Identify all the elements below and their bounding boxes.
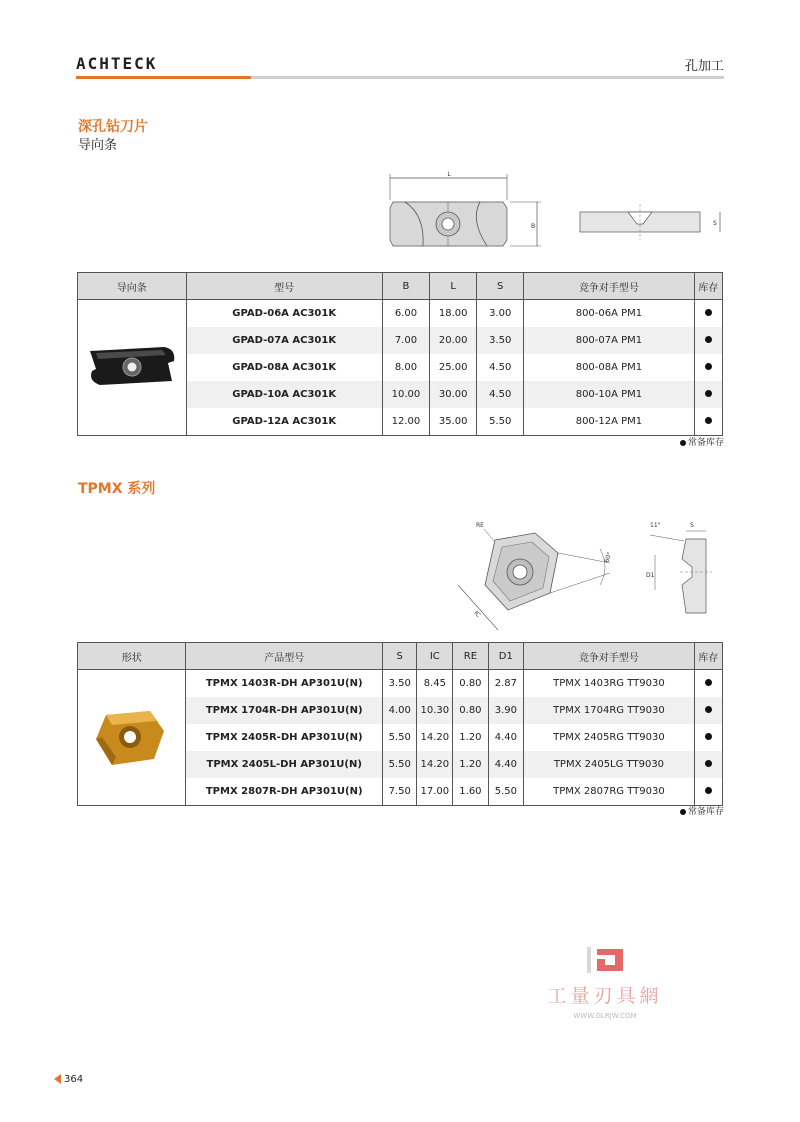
- s-cell: 4.50: [477, 381, 524, 408]
- dim-label-l: L: [447, 171, 451, 178]
- dim-label-angle60: 60°: [603, 551, 614, 564]
- stock-cell: [694, 300, 722, 328]
- d1-cell: 3.90: [488, 697, 523, 724]
- re-cell: 0.80: [453, 670, 488, 698]
- watermark-name: 工量刃具網: [547, 985, 663, 1007]
- s-cell: 4.00: [382, 697, 416, 724]
- model-cell: GPAD-12A AC301K: [186, 408, 382, 436]
- stock-dot-icon: [705, 363, 712, 370]
- s-cell: 5.50: [382, 724, 416, 751]
- tpmx-insert-diagram: [450, 515, 730, 640]
- ic-cell: 17.00: [417, 778, 453, 806]
- s-cell: 5.50: [382, 751, 416, 778]
- model-cell: GPAD-10A AC301K: [186, 381, 382, 408]
- s-cell: 3.00: [477, 300, 524, 328]
- s-cell: 3.50: [477, 327, 524, 354]
- stock-cell: [694, 697, 722, 724]
- competitor-cell: TPMX 1704RG TT9030: [524, 697, 695, 724]
- l-cell: 25.00: [430, 354, 477, 381]
- tpmx-table: [77, 642, 723, 806]
- col-header-model: 型号: [186, 273, 382, 300]
- l-cell: 18.00: [430, 300, 477, 328]
- col-header-l: L: [430, 273, 477, 300]
- tpmx-insert-photo: [84, 701, 180, 771]
- brand-logo: ACHTECK: [76, 54, 158, 73]
- dim-label-re: RE: [476, 522, 484, 529]
- col-header-d1: D1: [488, 643, 523, 670]
- b-cell: 10.00: [382, 381, 429, 408]
- watermark-url: WWW.GLRJW.COM: [573, 1012, 637, 1020]
- guide-pad-table: [77, 272, 723, 436]
- col-header-b: B: [382, 273, 429, 300]
- col-header-stock: 库存: [694, 643, 722, 670]
- col-header-ic: IC: [417, 643, 453, 670]
- re-cell: 1.60: [453, 778, 488, 806]
- b-cell: 12.00: [382, 408, 429, 436]
- stock-cell: [694, 778, 722, 806]
- col-header-competitor: 竞争对手型号: [524, 273, 695, 300]
- model-cell: TPMX 2807R-DH AP301U(N): [186, 778, 383, 806]
- legend-text: 常备库存: [687, 807, 724, 817]
- page-number-text: 364: [64, 1074, 84, 1085]
- col-header-s: S: [382, 643, 416, 670]
- stock-dot-icon: [705, 309, 712, 316]
- model-cell: TPMX 2405R-DH AP301U(N): [186, 724, 383, 751]
- dim-label-angle11: 11°: [650, 522, 661, 529]
- s-cell: 3.50: [382, 670, 416, 698]
- page-marker-icon: [54, 1074, 61, 1084]
- model-cell: TPMX 1403R-DH AP301U(N): [186, 670, 383, 698]
- d1-cell: 2.87: [488, 670, 523, 698]
- competitor-cell: 800-08A PM1: [524, 354, 695, 381]
- re-cell: 1.20: [453, 724, 488, 751]
- re-cell: 0.80: [453, 697, 488, 724]
- competitor-cell: 800-07A PM1: [524, 327, 695, 354]
- l-cell: 30.00: [430, 381, 477, 408]
- stock-dot-icon: [705, 390, 712, 397]
- guide-pad-diagram: [385, 170, 730, 255]
- col-header-image: 导向条: [78, 273, 187, 300]
- stock-dot-icon: [705, 706, 712, 713]
- model-cell: TPMX 2405L-DH AP301U(N): [186, 751, 383, 778]
- b-cell: 7.00: [382, 327, 429, 354]
- stock-cell: [694, 354, 722, 381]
- ic-cell: 14.20: [417, 751, 453, 778]
- dim-label-ic: IC: [472, 609, 482, 619]
- stock-dot-icon: [705, 787, 712, 794]
- table-row: [78, 670, 723, 698]
- l-cell: 20.00: [430, 327, 477, 354]
- watermark-logo-icon: [583, 945, 627, 975]
- d1-cell: 4.40: [488, 751, 523, 778]
- product-image-cell: [78, 670, 186, 806]
- dim-label-s2: S: [690, 522, 694, 529]
- ic-cell: 8.45: [417, 670, 453, 698]
- table-row: [78, 300, 723, 328]
- stock-cell: [694, 751, 722, 778]
- stock-cell: [694, 724, 722, 751]
- stock-cell: [694, 381, 722, 408]
- legend-dot-icon: [680, 440, 686, 446]
- col-header-competitor: 竞争对手型号: [524, 643, 695, 670]
- competitor-cell: TPMX 1403RG TT9030: [524, 670, 695, 698]
- watermark: [540, 945, 670, 1020]
- page-number: [54, 1074, 83, 1085]
- legend-text: 常备库存: [687, 438, 724, 448]
- model-cell: TPMX 1704R-DH AP301U(N): [186, 697, 383, 724]
- competitor-cell: 800-10A PM1: [524, 381, 695, 408]
- stock-dot-icon: [705, 336, 712, 343]
- ic-cell: 10.30: [417, 697, 453, 724]
- product-image-cell: [78, 300, 187, 436]
- col-header-s: S: [477, 273, 524, 300]
- d1-cell: 4.40: [488, 724, 523, 751]
- stock-dot-icon: [705, 417, 712, 424]
- stock-legend: [680, 435, 724, 448]
- dim-label-s: S: [713, 220, 717, 227]
- d1-cell: 5.50: [488, 778, 523, 806]
- b-cell: 6.00: [382, 300, 429, 328]
- table-header-row: [78, 643, 723, 670]
- competitor-cell: 800-06A PM1: [524, 300, 695, 328]
- ic-cell: 14.20: [417, 724, 453, 751]
- header-rule-accent: [76, 76, 251, 79]
- competitor-cell: 800-12A PM1: [524, 408, 695, 436]
- col-header-re: RE: [453, 643, 488, 670]
- guide-pad-photo: [84, 341, 180, 391]
- model-cell: GPAD-06A AC301K: [186, 300, 382, 328]
- competitor-cell: TPMX 2405RG TT9030: [524, 724, 695, 751]
- legend-dot-icon: [680, 809, 686, 815]
- stock-cell: [694, 327, 722, 354]
- stock-dot-icon: [705, 760, 712, 767]
- section-label: 孔加工: [684, 59, 724, 74]
- s-cell: 7.50: [382, 778, 416, 806]
- col-header-model: 产品型号: [186, 643, 383, 670]
- b-cell: 8.00: [382, 354, 429, 381]
- table-header-row: [78, 273, 723, 300]
- dim-label-d1: D1: [646, 572, 655, 579]
- s-cell: 4.50: [477, 354, 524, 381]
- section1-title: 深孔钻刀片: [78, 119, 148, 135]
- s-cell: 5.50: [477, 408, 524, 436]
- stock-cell: [694, 670, 722, 698]
- stock-dot-icon: [705, 679, 712, 686]
- dim-label-b: B: [531, 223, 536, 230]
- stock-cell: [694, 408, 722, 436]
- model-cell: GPAD-07A AC301K: [186, 327, 382, 354]
- l-cell: 35.00: [430, 408, 477, 436]
- section1-subtitle: 导向条: [78, 138, 118, 153]
- col-header-stock: 库存: [694, 273, 722, 300]
- competitor-cell: TPMX 2405LG TT9030: [524, 751, 695, 778]
- stock-legend: [680, 804, 724, 817]
- competitor-cell: TPMX 2807RG TT9030: [524, 778, 695, 806]
- re-cell: 1.20: [453, 751, 488, 778]
- model-cell: GPAD-08A AC301K: [186, 354, 382, 381]
- stock-dot-icon: [705, 733, 712, 740]
- section2-title: TPMX 系列: [78, 481, 156, 497]
- col-header-shape: 形状: [78, 643, 186, 670]
